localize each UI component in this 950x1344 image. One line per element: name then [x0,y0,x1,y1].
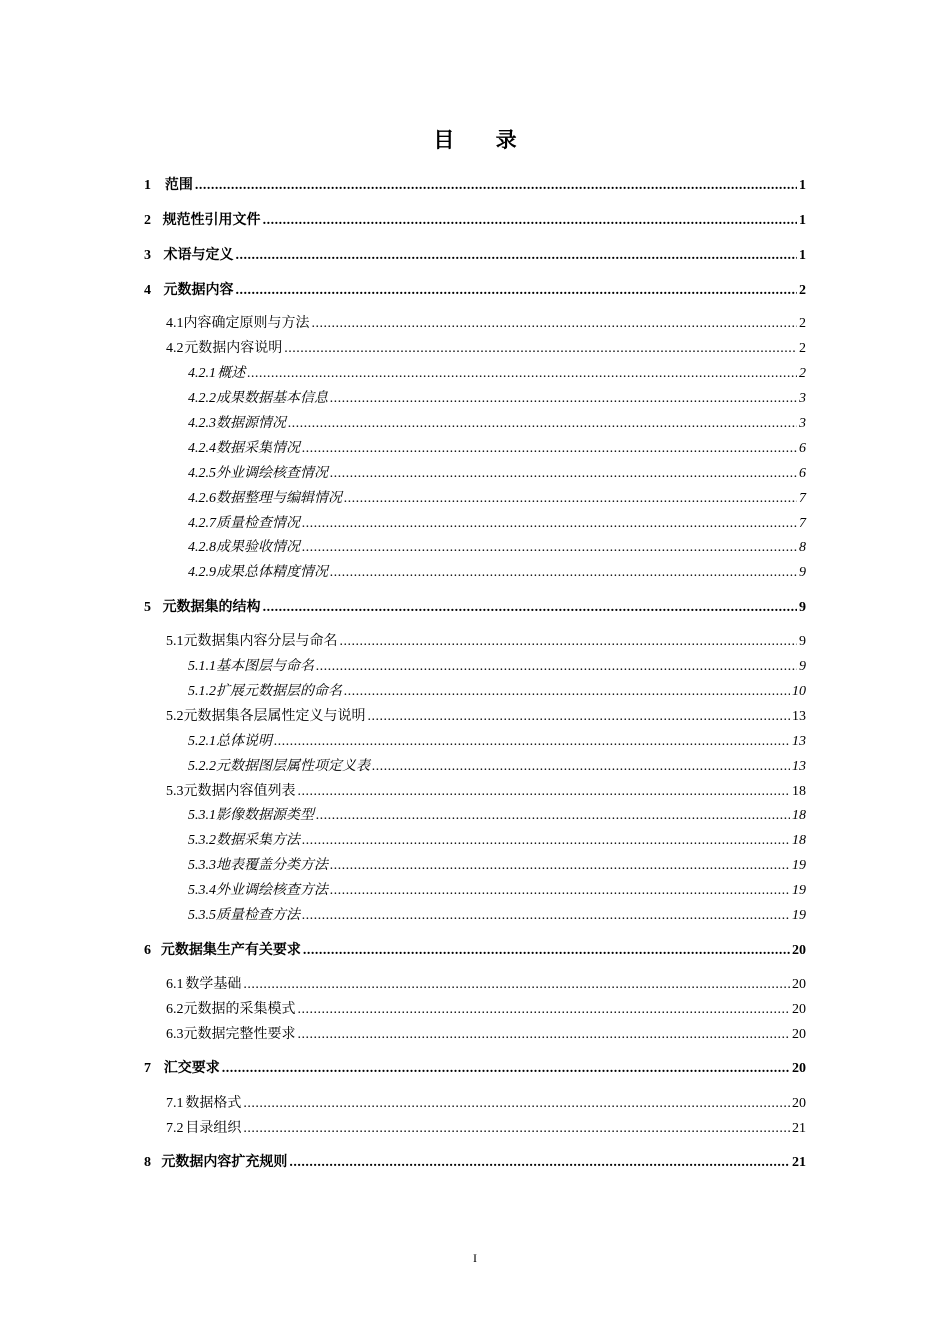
toc-entry-5-3[interactable] [166,783,806,801]
toc-entry-label: 元数据内容值列表 [183,784,296,799]
toc-entry-4[interactable] [144,282,806,300]
toc-leader-dots [289,1154,790,1172]
toc-entry-number: 4.2.1 [188,366,216,381]
toc-entry-label: 内容确定原则与方法 [183,316,310,331]
toc-entry-number: 4.2 [166,341,184,356]
toc-entry-label: 扩展元数据层的命名 [216,684,342,699]
toc-leader-dots [236,247,798,265]
toc-entry-label: 基本图层与命名 [216,659,314,674]
toc-entry-page: 18 [792,808,806,823]
toc-entry-number: 4.2.5 [188,466,216,481]
toc-entry-4-2[interactable] [166,340,806,358]
toc-entry-label: 元数据内容说明 [184,341,283,356]
toc-entry-page: 18 [792,833,806,848]
toc-leader-dots [284,340,797,358]
toc-entry-number: 4.2.7 [188,516,216,531]
toc-entry-number: 1 [144,178,151,193]
toc-entry-label: 数学基础 [185,977,242,992]
toc-entry-page: 1 [799,213,806,228]
toc-entry-label: 元数据内容 [163,283,234,298]
toc-entry-6-2[interactable] [166,1001,806,1019]
toc-leader-dots [330,857,790,875]
toc-entry-4-2-1[interactable] [188,365,806,383]
toc-entry-page: 20 [792,1027,806,1042]
toc-entry-5-3-2[interactable] [188,832,806,850]
toc-entry-page: 18 [792,784,806,799]
page-number: I [473,1251,477,1265]
toc-entry-5-1-2[interactable] [188,683,806,701]
toc-entry-4-2-9[interactable] [188,564,806,582]
toc-leader-dots [263,212,797,230]
toc-entry-page: 20 [792,943,806,958]
toc-entry-4-2-5[interactable] [188,465,806,483]
toc-leader-dots [344,683,790,701]
toc-entry-5-3-3[interactable] [188,857,806,875]
toc-entry-1[interactable] [144,177,806,195]
toc-entry-number: 5.3.2 [188,833,216,848]
toc-leader-dots [298,783,791,801]
toc-entry-page: 2 [799,316,806,331]
toc-entry-label: 目录组织 [185,1121,242,1136]
toc-entry-5-2-2[interactable] [188,758,806,776]
toc-entry-label: 总体说明 [216,734,272,749]
toc-entry-number: 4.2.4 [188,441,216,456]
toc-leader-dots [302,907,790,925]
toc-entry-number: 2 [144,213,151,228]
toc-entry-4-2-3[interactable] [188,415,806,433]
toc-entry-2[interactable] [144,212,806,230]
toc-entry-number: 8 [144,1155,151,1170]
toc-entry-page: 7 [799,516,806,531]
toc-entry-label: 影像数据源类型 [216,808,314,823]
toc-entry-number: 4.1 [166,316,184,331]
toc-entry-label: 外业调绘核查方法 [216,883,328,898]
toc-entry-number: 6.1 [166,977,184,992]
toc-entry-5[interactable] [144,599,806,617]
toc-entry-page: 21 [792,1121,806,1136]
toc-entry-label: 元数据集生产有关要求 [160,943,301,958]
toc-entry-number: 5.1.2 [188,684,216,699]
toc-entry-number: 7.1 [166,1096,184,1111]
toc-leader-dots [312,315,798,333]
toc-entry-page: 9 [799,659,806,674]
toc-leader-dots [330,882,790,900]
toc-entry-3[interactable] [144,247,806,265]
toc-entry-page: 20 [792,1061,806,1076]
toc-entry-label: 成果总体精度情况 [216,565,328,580]
toc-entry-number: 6 [144,943,151,958]
toc-leader-dots [274,733,790,751]
toc-entry-label: 元数据集内容分层与命名 [183,634,338,649]
toc-entry-label: 范围 [164,178,193,193]
toc-entry-number: 5.3 [166,784,184,799]
toc-leader-dots [243,976,790,994]
toc-entry-page: 2 [799,366,806,381]
toc-entry-5-3-5[interactable] [188,907,806,925]
toc-entry-label: 质量检查情况 [216,516,300,531]
toc-entry-4-2-4[interactable] [188,440,806,458]
toc-entry-number: 5.1.1 [188,659,216,674]
toc-entry-label: 数据采集情况 [216,441,300,456]
toc-leader-dots [222,1060,790,1078]
toc-entry-5-3-1[interactable] [188,807,806,825]
toc-entry-number: 5.3.4 [188,883,216,898]
toc-leader-dots [195,177,797,195]
toc-entry-page: 2 [799,341,806,356]
toc-leader-dots [298,1001,791,1019]
toc-entry-5-1[interactable] [166,633,806,651]
toc-entry-page: 20 [792,1002,806,1017]
toc-entry-page: 13 [792,734,806,749]
toc-entry-number: 7 [144,1061,151,1076]
toc-entry-label: 地表覆盖分类方法 [216,858,328,873]
toc-leader-dots [247,365,797,383]
toc-leader-dots [288,415,797,433]
toc-entry-label: 元数据的采集模式 [183,1002,296,1017]
toc-entry-page: 9 [799,600,806,615]
toc-entry-5-1-1[interactable] [188,658,806,676]
toc-leader-dots [236,282,798,300]
toc-entry-number: 5.2.1 [188,734,216,749]
toc-entry-page: 6 [799,466,806,481]
toc-leader-dots [303,942,790,960]
toc-entry-label: 元数据图层属性项定义表 [216,759,370,774]
toc-entry-page: 1 [799,248,806,263]
toc-entry-5-3-4[interactable] [188,882,806,900]
toc-entry-label: 数据整理与编辑情况 [216,491,342,506]
toc-entry-page: 9 [799,565,806,580]
toc-leader-dots [372,758,790,776]
toc-entry-label: 外业调绘核查情况 [216,466,328,481]
toc-entry-label: 数据采集方法 [216,833,300,848]
toc-entry-7-2[interactable] [166,1120,806,1138]
toc-leader-dots [340,633,798,651]
toc-entry-page: 13 [792,709,806,724]
toc-entry-page: 10 [792,684,806,699]
toc-entry-7[interactable] [144,1060,806,1078]
toc-entry-4-2-6[interactable] [188,490,806,508]
toc-entry-6-1[interactable] [166,976,806,994]
toc-leader-dots [316,658,797,676]
toc-leader-dots [298,1026,791,1044]
toc-entry-number: 4.2.6 [188,491,216,506]
toc-leader-dots [344,490,797,508]
toc-entry-label: 元数据内容扩充规则 [161,1155,288,1170]
toc-leader-dots [316,807,790,825]
toc-entry-4-1[interactable] [166,315,806,333]
toc-entry-page: 6 [799,441,806,456]
toc-entry-label: 成果数据基本信息 [216,391,328,406]
toc-entry-page: 9 [799,634,806,649]
toc-entry-page: 19 [792,858,806,873]
toc-entry-4-2-8[interactable] [188,539,806,557]
toc-leader-dots [302,515,797,533]
toc-leader-dots [302,440,797,458]
toc-leader-dots [243,1120,790,1138]
toc-entry-label: 元数据集的结构 [162,600,261,615]
toc-entry-page: 13 [792,759,806,774]
toc-entry-4-2-7[interactable] [188,515,806,533]
toc-entry-page: 3 [799,391,806,406]
toc-entry-number: 5.3.3 [188,858,216,873]
toc-entry-number: 5.2.2 [188,759,216,774]
toc-entry-number: 5.1 [166,634,184,649]
toc-entry-page: 1 [799,178,806,193]
toc-leader-dots [263,599,797,617]
toc-entry-label: 元数据集各层属性定义与说明 [183,709,366,724]
toc-entry-label: 概述 [217,366,246,381]
toc-entry-4-2-2[interactable] [188,390,806,408]
toc-entry-number: 5 [144,600,151,615]
toc-entry-number: 6.2 [166,1002,184,1017]
toc-entry-number: 7.2 [166,1121,184,1136]
toc-entry-number: 4.2.9 [188,565,216,580]
toc-entry-page: 8 [799,540,806,555]
toc-entry-number: 4.2.8 [188,540,216,555]
toc-entry-label: 成果验收情况 [216,540,300,555]
toc-entry-7-1[interactable] [166,1095,806,1113]
toc-entry-number: 4 [144,283,151,298]
toc-leader-dots [330,390,797,408]
toc-entry-label: 数据格式 [185,1096,242,1111]
toc-entry-number: 5.2 [166,709,184,724]
toc-entry-page: 20 [792,977,806,992]
toc-entry-5-2-1[interactable] [188,733,806,751]
toc-entry-label: 规范性引用文件 [162,213,261,228]
toc-entry-page: 20 [792,1096,806,1111]
toc-entry-label: 元数据完整性要求 [183,1027,296,1042]
toc-entry-number: 5.3.1 [188,808,216,823]
toc-entry-page: 7 [799,491,806,506]
toc-entry-5-2[interactable] [166,708,806,726]
toc-entry-label: 质量检查方法 [216,908,300,923]
toc-entry-number: 4.2.2 [188,391,216,406]
toc-leader-dots [302,832,790,850]
toc-entry-number: 6.3 [166,1027,184,1042]
toc-leader-dots [368,708,791,726]
toc-entry-label: 汇交要求 [163,1061,220,1076]
toc-entry-page: 19 [792,908,806,923]
toc-leader-dots [302,539,797,557]
toc-entry-number: 4.2.3 [188,416,216,431]
toc-leader-dots [243,1095,790,1113]
toc-entry-label: 数据源情况 [216,416,286,431]
toc-leader-dots [330,564,797,582]
toc-entry-number: 5.3.5 [188,908,216,923]
toc-title: 目 录 [433,128,535,152]
toc-leader-dots [330,465,797,483]
toc-entry-page: 21 [792,1155,806,1170]
toc-entry-number: 3 [144,248,151,263]
toc-entry-8[interactable] [144,1154,806,1172]
toc-entry-page: 19 [792,883,806,898]
toc-entry-6[interactable] [144,942,806,960]
toc-entry-page: 2 [799,283,806,298]
toc-entry-page: 3 [799,416,806,431]
toc-entry-6-3[interactable] [166,1026,806,1044]
toc-entry-label: 术语与定义 [163,248,234,263]
